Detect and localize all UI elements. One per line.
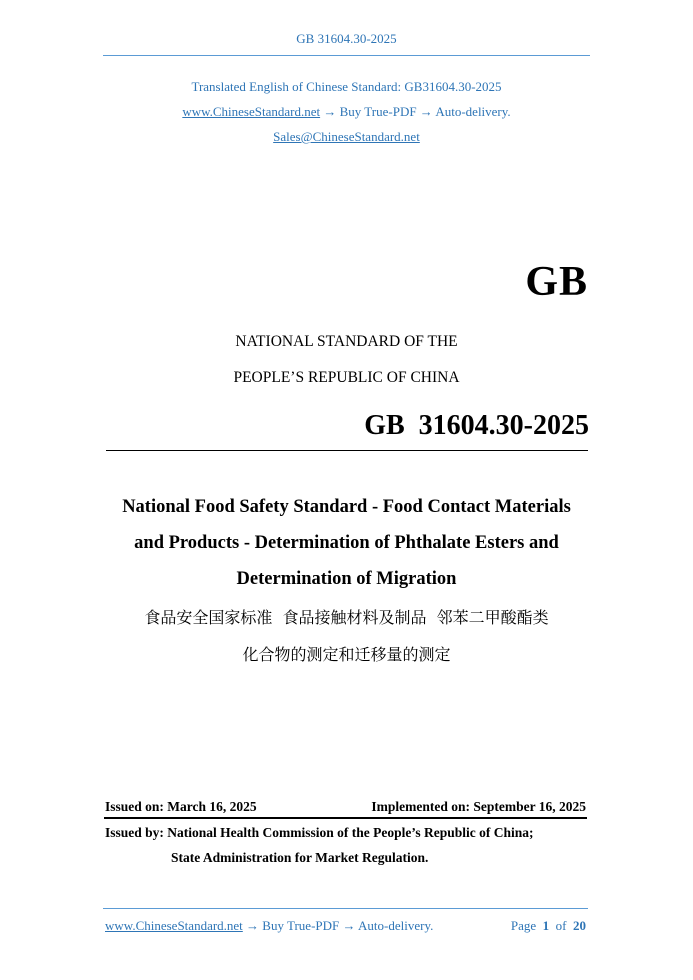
footer-site-link[interactable]: www.ChineseStandard.net — [105, 918, 243, 933]
issue-rule — [104, 817, 587, 819]
title-en-line-1: National Food Safety Standard - Food Contact Materials — [122, 497, 571, 517]
translation-line: Translated English of Chinese Standard: GB31604.30-2025 — [191, 79, 502, 94]
page-label: Page — [510, 918, 537, 933]
title-en-line-3: Determination of Migration — [236, 569, 457, 589]
title-cn-line-2: 化合物的测定和迁移量的测定 — [242, 645, 451, 664]
standard-code: GB 31604.30-2025 — [364, 410, 589, 441]
purchase-text: → Buy True-PDF → Auto-delivery. — [320, 104, 511, 119]
footer-purchase — [105, 918, 433, 934]
national-standard-line-1: NATIONAL STANDARD OF THE — [235, 333, 458, 350]
footer-rule — [103, 908, 588, 909]
issued-by-line-1: Issued by: National Health Commission of the People’s Republic of China; — [105, 825, 534, 840]
page-number — [511, 918, 586, 934]
page-total: 20 — [573, 918, 586, 933]
national-standard-line-2: PEOPLE’S REPUBLIC OF CHINA — [233, 369, 460, 386]
running-header: GB 31604.30-2025 — [296, 31, 397, 46]
title-en-line-2: and Products - Determination of Phthalate Esters and — [134, 533, 559, 553]
issued-by-line-2: State Administration for Market Regulation. — [171, 850, 429, 865]
footer-purchase-text: → Buy True-PDF → Auto-delivery. — [242, 918, 434, 933]
header-rule — [103, 55, 590, 56]
site-link[interactable]: www.ChineseStandard.net — [182, 104, 321, 119]
email-line — [0, 129, 693, 145]
implemented-on: Implemented on: September 16, 2025 — [371, 799, 586, 814]
gb-logo: GB — [525, 259, 588, 305]
issued-on: Issued on: March 16, 2025 — [105, 799, 257, 814]
purchase-line — [0, 104, 693, 120]
code-rule — [106, 450, 588, 451]
sales-email-link[interactable]: Sales@ChineseStandard.net — [273, 129, 420, 144]
title-cn-line-1: 食品安全国家标准 食品接触材料及制品 邻苯二甲酸酯类 — [144, 608, 549, 627]
page-of: of — [555, 918, 567, 933]
page-current: 1 — [542, 918, 550, 933]
